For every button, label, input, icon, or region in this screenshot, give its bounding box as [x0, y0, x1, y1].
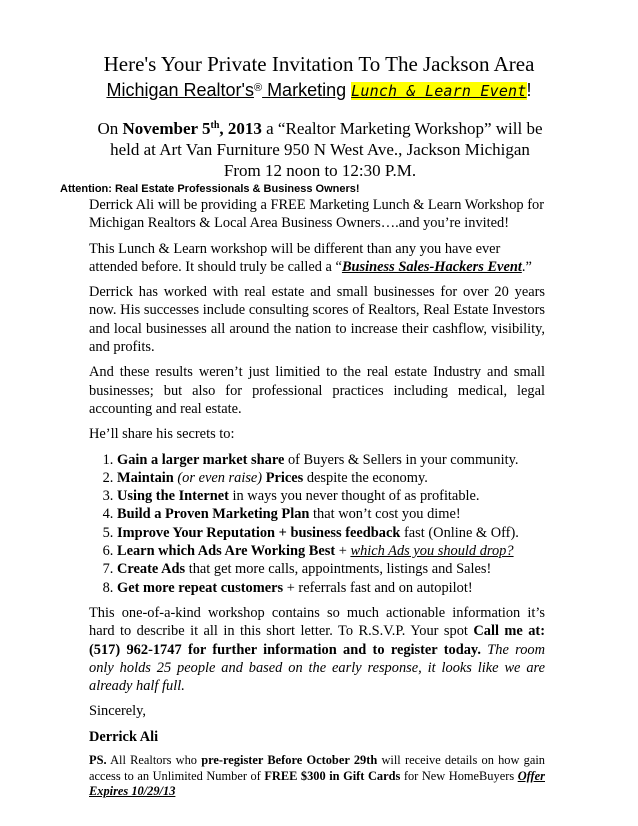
list-item-text: that won’t cost you dime!: [309, 506, 461, 523]
ps-text: for New HomeBuyers: [400, 768, 518, 783]
list-item-bold: Get more repeat customers: [117, 579, 284, 596]
title-line-1: Here's Your Private Invitation To The Jackson Area: [103, 52, 535, 76]
postscript: [89, 753, 545, 800]
paragraph-intro: Derrick Ali will be providing a FREE Marketing Lunch & Learn Workshop for Michigan Realtors & Local Area Business Owners….and you’re invited!: [89, 197, 544, 232]
list-item-bold: Prices: [262, 469, 304, 486]
ps-label: PS.: [89, 753, 107, 768]
list-item-italic: (or even raise): [173, 469, 263, 486]
list-item-bold: Using the Internet: [117, 488, 229, 505]
list-item: [117, 487, 545, 505]
p2-end: .”: [521, 258, 532, 275]
list-item-italic-underline: which Ads you should drop?: [350, 543, 514, 560]
list-item-bold: Improve Your Reputation + business feedback: [117, 524, 401, 541]
registered-mark: ®: [253, 82, 263, 94]
paragraph-rsvp: [89, 604, 545, 695]
rsvp-room-note: The room only holds 25 people and based on the early response, it looks like we are already half full.: [89, 641, 545, 695]
attention-line: Attention: Real Estate Professionals & Business Owners!: [60, 183, 360, 195]
signature-name: Derrick Ali: [89, 728, 159, 745]
list-item: [117, 469, 545, 487]
list-item: [117, 524, 545, 542]
event-date-year: , 2013: [219, 119, 262, 138]
list-item-bold: Learn which Ads Are Working Best: [117, 543, 336, 560]
list-item: [117, 505, 545, 523]
title-exclaim: !: [526, 80, 532, 100]
list-item-text: +: [335, 543, 351, 560]
title-marketing: Marketing: [262, 80, 347, 100]
letter-body: [89, 196, 545, 807]
secrets-list: [89, 451, 545, 597]
sincerely: Sincerely,: [89, 703, 147, 720]
title-region: Michigan Realtor's: [106, 80, 254, 100]
event-date: [123, 119, 262, 138]
when-on: On: [97, 119, 123, 138]
list-item-text: despite the economy.: [303, 469, 428, 486]
list-item-text: + referrals fast and on autopilot!: [283, 579, 473, 596]
list-item: [117, 451, 545, 469]
list-item: [117, 542, 545, 560]
list-item-bold: Gain a larger market share: [117, 451, 285, 468]
list-item-bold: Create Ads: [117, 561, 186, 578]
paragraph-secrets: He’ll share his secrets to:: [89, 426, 235, 443]
ps-text: will receive details on how gain access to an Unlimited Number of: [89, 753, 546, 783]
event-date-month: November 5: [122, 119, 211, 138]
paragraph-different: [89, 240, 545, 277]
title-line-2: [0, 78, 638, 103]
list-item: [117, 560, 545, 578]
event-highlight: Lunch & Learn Event: [351, 82, 527, 100]
list-item: [117, 579, 545, 597]
event-location-time: a “Realtor Marketing Workshop” will be held at Art Van Furniture 950 N West Ave., Jackson Michigan From 12 noon to 12:30 P.M.: [110, 119, 543, 180]
list-item-bold: Maintain: [117, 469, 174, 486]
event-date-sup: th: [210, 120, 220, 131]
list-item-text: fast (Online & Off).: [400, 524, 519, 541]
rsvp-text: This one-of-a-kind workshop contains so much actionable information it’s hard to describe it all in this short letter. To R.S.V.P. Your spot: [89, 604, 545, 640]
paragraph-results: And these results weren’t just limitied to the real estate Industry and small businesses; but also for professional practices including medical, legal accounting and real estate.: [89, 364, 545, 417]
list-item-bold: Build a Proven Marketing Plan: [117, 506, 310, 523]
ps-text: All Realtors who: [106, 753, 202, 768]
rsvp-phone: Call me at: (517) 962-1747 for further information and to register today.: [89, 623, 546, 658]
p2-text: This Lunch & Learn workshop will be different than any you have ever attended before. It should truly be called a “: [89, 240, 501, 275]
ps-gift-cards: FREE $300 in Gift Cards: [264, 768, 401, 783]
paragraph-experience: Derrick has worked with real estate and small businesses for over 20 years now. His successes include consulting scores of Realtors, Real Estate Investors and local businesses all around the nation to increase their cashflow, visibility, and profits.: [89, 284, 545, 356]
list-item-text: that get more calls, appointments, listings and Sales!: [185, 561, 492, 578]
offer-expires: Offer Expires 10/29/13: [89, 768, 545, 799]
list-item-text: in ways you never thought of as profitable.: [228, 488, 480, 505]
list-item-text: of Buyers & Sellers in your community.: [284, 451, 519, 468]
ps-deadline: pre-register Before October 29th: [201, 753, 378, 768]
event-name-emphasis: Business Sales-Hackers Event: [341, 258, 522, 275]
event-details: [90, 118, 550, 181]
